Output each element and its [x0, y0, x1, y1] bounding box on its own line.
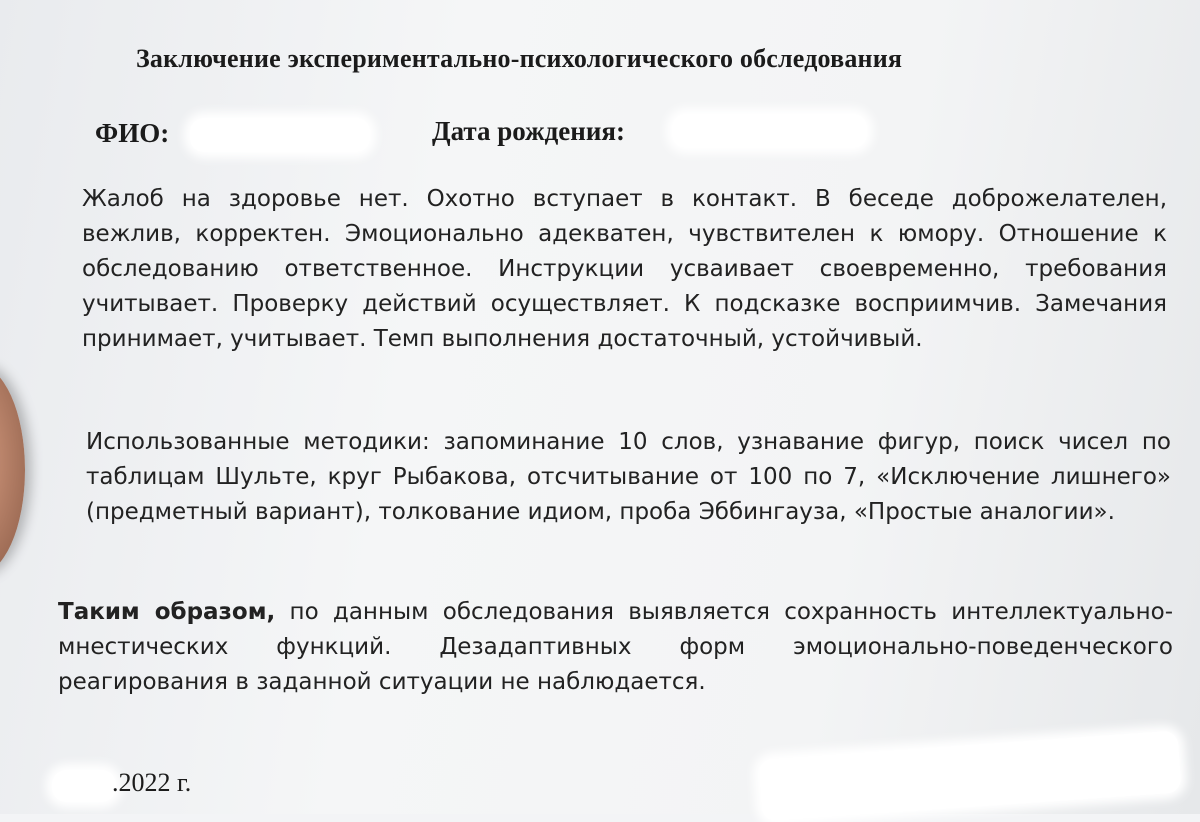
document-date: .2022 г.: [112, 768, 192, 797]
conclusion-paragraph: [58, 595, 1173, 700]
conclusion-text: [58, 595, 1173, 700]
fio-redaction: [190, 118, 370, 152]
document-title: Заключение экспериментально-психологического обследования: [136, 44, 903, 73]
fio-label: ФИО:: [95, 118, 170, 148]
methods-paragraph: [86, 425, 1171, 530]
conclusion-lead: Таким образом,: [58, 599, 276, 625]
date-redaction: [52, 770, 116, 802]
conclusion-body: по данным обследования выявляется сохранность интеллектуально-мнестических функций. Дезадаптивных форм эмоционально-поведенческого реагирования в заданной ситуации не наблюдается.: [58, 599, 1173, 695]
complaints-text: Жалоб на здоровье нет. Охотно вступает в контакт. В беседе доброжелателен, вежлив, корректен. Эмоционально адекватен, чувствителен к юмору. Отношение к обследованию ответственное. Инструкции усваивает своевременно, требования учитывает. Проверку действий осуществляет. К подсказке восприимчив. Замечания принимает, учитывает. Темп выполнения достаточный, устойчивый.: [82, 186, 1167, 352]
birth-date-redaction: [672, 114, 867, 148]
complaints-paragraph: [82, 182, 1167, 357]
birth-date-label: Дата рождения:: [432, 116, 625, 146]
methods-text: Использованные методики: запоминание 10 слов, узнавание фигур, поиск чисел по таблицам Шульте, круг Рыбакова, отсчитывание от 100 по 7, «Исключение лишнего» (предметный вариант), толкование идиом, проба Эббингауза, «Простые аналогии».: [86, 429, 1171, 525]
